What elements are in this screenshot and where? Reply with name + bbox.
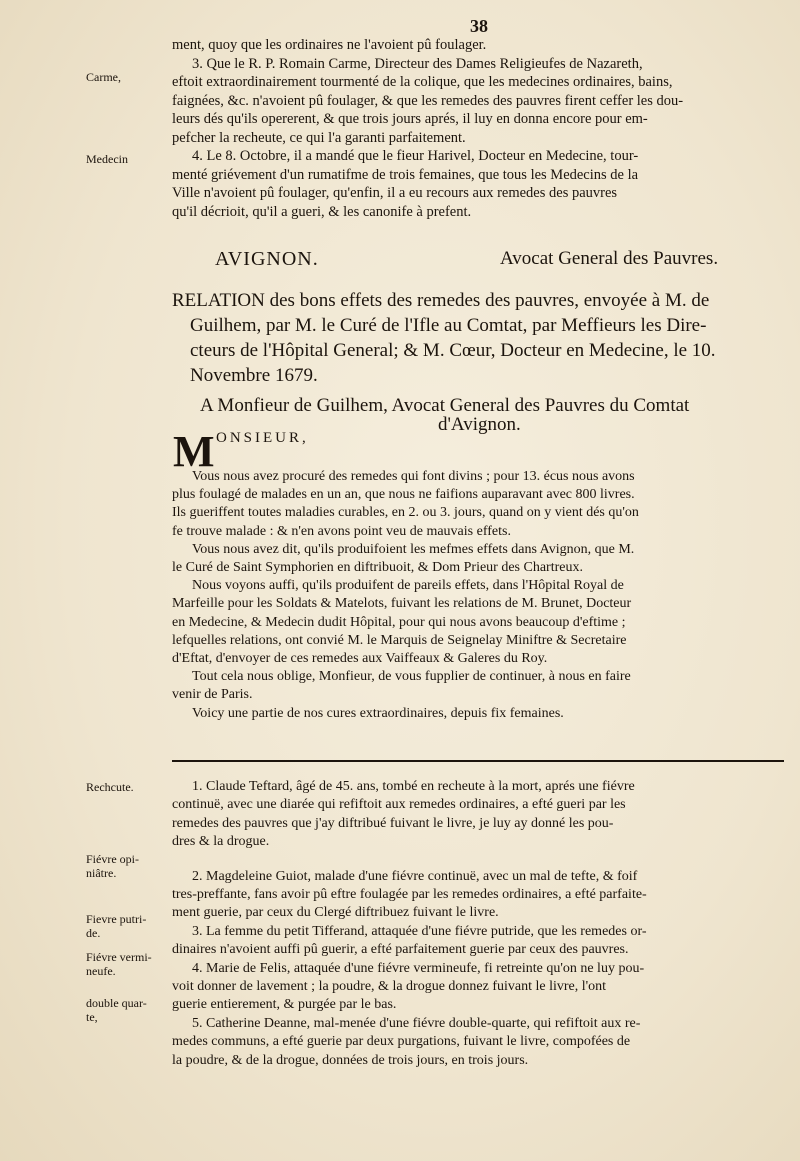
- text-line: continuë, avec une diarée qui refiftoit aux remedes ordinaires, a efté gueri par les: [172, 797, 626, 813]
- text-line: 2. Magdeleine Guiot, malade d'une fiévre continuë, avec un mal de tefte, & foif: [192, 868, 638, 884]
- margin-note-recheute: Rechcute.: [86, 780, 134, 794]
- text-line: 4. Marie de Felis, attaquée d'une fiévre vermineufe, fi retreinte qu'on ne luy pou-: [192, 960, 645, 976]
- text-line: d'Eftat, d'envoyer de ces remedes aux Vaiffeaux & Galeres du Roy.: [172, 651, 548, 667]
- text-line: eftoit extraordinairement tourmenté de la colique, que les medecines ordinaires, bains,: [172, 74, 673, 90]
- margin-note-fievre-putride-2: de.: [86, 926, 101, 940]
- section-title-avocat: Avocat General des Pauvres.: [500, 248, 719, 269]
- margin-note-fievre-vermineuse-2: neufe.: [86, 964, 116, 978]
- margin-note-medecin: Medecin: [86, 152, 128, 166]
- text-line: ment, quoy que les ordinaires ne l'avoient pû foulager.: [172, 37, 487, 53]
- text-line: dinaires n'avoient auffi pû guerir, a efté parfaitement guerie par ceux des pauvres.: [172, 942, 629, 958]
- text-line: Marfeille pour les Soldats & Matelots, fuivant les relations de M. Brunet, Docteur: [172, 596, 632, 612]
- text-line: dres & la drogue.: [172, 834, 270, 850]
- text-line: Voicy une partie de nos cures extraordinaires, depuis fix femaines.: [192, 705, 564, 721]
- text-line: Tout cela nous oblige, Monfieur, de vous fupplier de continuer, à nous en faire: [192, 669, 631, 685]
- text-line: Vous nous avez dit, qu'ils produifoient les mefmes effets dans Avignon, que M.: [192, 541, 635, 557]
- text-line: menté griévement d'un rumatifme de trois femaines, que tous les Medecins de la: [172, 166, 639, 183]
- text-line: Vous nous avez procuré des remedes qui font divins ; pour 13. écus nous avons: [192, 469, 635, 484]
- section-title-avignon: AVIGNON.: [215, 248, 319, 270]
- text-line: venir de Paris.: [172, 687, 253, 703]
- page-number: 38: [470, 16, 488, 36]
- cures-list: [172, 778, 784, 1070]
- salutation-line-2: d'Avignon.: [438, 414, 521, 435]
- relation-heading: [172, 288, 784, 388]
- margin-note-carme: Carme,: [86, 70, 121, 84]
- text-line: remedes des pauvres que j'ay diftribué fuivant le livre, je luy ay donné les pou-: [172, 815, 614, 831]
- letter-greeting: ONSIEUR,: [216, 430, 309, 446]
- drop-capital: M: [173, 427, 215, 476]
- salutation-line-1: A Monfieur de Guilhem, Avocat General des Pauvres du Comtat: [200, 395, 690, 416]
- text-line: medes communs, a efté guerie par deux purgations, fuivant le livre, compofées de: [172, 1034, 631, 1050]
- margin-note-double-quarte-1: double quar-: [86, 996, 147, 1010]
- relation-line: cteurs de l'Hôpital General; & M. Cœur, Docteur en Medecine, le 10.: [190, 340, 716, 361]
- margin-note-fievre-opiniatre-2: niâtre.: [86, 866, 117, 880]
- relation-line: Novembre 1679.: [190, 365, 318, 386]
- section-divider: [172, 760, 784, 762]
- text-line: guerie entierement, & purgée par le bas.: [172, 997, 397, 1013]
- text-line: qu'il décrioit, qu'il a gueri, & les canonife à prefent.: [172, 203, 472, 220]
- text-line: pefcher la recheute, ce qui l'a garanti parfaitement.: [172, 129, 466, 146]
- text-line: ment guerie, par ceux du Clergé diftribuez fuivant le livre.: [172, 905, 499, 921]
- text-line: plus foulagé de malades en un an, que nous ne faifions auparavant avec 800 livres.: [172, 487, 635, 503]
- margin-note-fievre-vermineuse-1: Fiévre vermi-: [86, 950, 152, 964]
- text-line: lefquelles relations, ont convié M. le Marquis de Seignelay Miniftre & Secretaire: [172, 632, 627, 648]
- text-line: le Curé de Saint Symphorien en diftribuoit, & Dom Prieur des Chartreux.: [172, 560, 583, 576]
- relation-line: Guilhem, par M. le Curé de l'Ifle au Comtat, par Meffieurs les Dire-: [190, 315, 707, 336]
- text-line: tres-preffante, fans avoir pû eftre foulagée par les remedes ordinaires, a efté parfaite-: [172, 887, 647, 903]
- text-line: 3. La femme du petit Tifferand, attaquée d'une fiévre putride, que les remedes or-: [192, 923, 647, 939]
- margin-note-double-quarte-2: te,: [86, 1010, 98, 1024]
- text-line: la poudre, & de la drogue, données de trois jours, en trois jours.: [172, 1052, 529, 1068]
- relation-line: RELATION des bons effets des remedes des pauvres, envoyée à M. de: [172, 290, 710, 311]
- margin-note-fievre-opiniatre-1: Fiévre opi-: [86, 852, 139, 866]
- letter-body: [172, 468, 784, 723]
- margin-note-fievre-putride-1: Fievre putri-: [86, 912, 147, 926]
- text-line: 1. Claude Teftard, âgé de 45. ans, tombé en recheute à la mort, aprés une fiévre: [192, 779, 635, 794]
- text-line: voit donner de lavement ; la poudre, & la drogue donnez fuivant le livre, l'ont: [172, 979, 607, 995]
- text-line: Nous voyons auffi, qu'ils produifent de pareils effets, dans l'Hôpital Royal de: [192, 578, 624, 594]
- text-line: Ils gueriffent toutes maladies curables, en 2. ou 3. jours, quand on y vient dés qu'on: [172, 505, 639, 521]
- text-line: fe trouve malade : & n'en avons point veu de mauvais effets.: [172, 523, 511, 539]
- text-line: 3. Que le R. P. Romain Carme, Directeur des Dames Religieufes de Nazareth,: [192, 55, 643, 72]
- text-line: Ville n'avoient pû foulager, qu'enfin, il a eu recours aux remedes des pauvres: [172, 185, 618, 201]
- text-line: 4. Le 8. Octobre, il a mandé que le fieur Harivel, Docteur en Medecine, tour-: [192, 148, 639, 164]
- text-line: en Medecine, & Medecin dudit Hôpital, pour qui nous avons beaucoup d'eftime ;: [172, 614, 626, 630]
- top-paragraphs: [172, 36, 784, 221]
- text-line: 5. Catherine Deanne, mal-menée d'une fiévre double-quarte, qui refiftoit aux re-: [192, 1015, 641, 1031]
- text-line: leurs dés qu'ils opererent, & que trois jours aprés, il luy en donna encore pour em-: [172, 111, 648, 127]
- text-line: faignées, &c. n'avoient pû foulager, & que les remedes des pauvres firent ceffer les dou-: [172, 92, 684, 109]
